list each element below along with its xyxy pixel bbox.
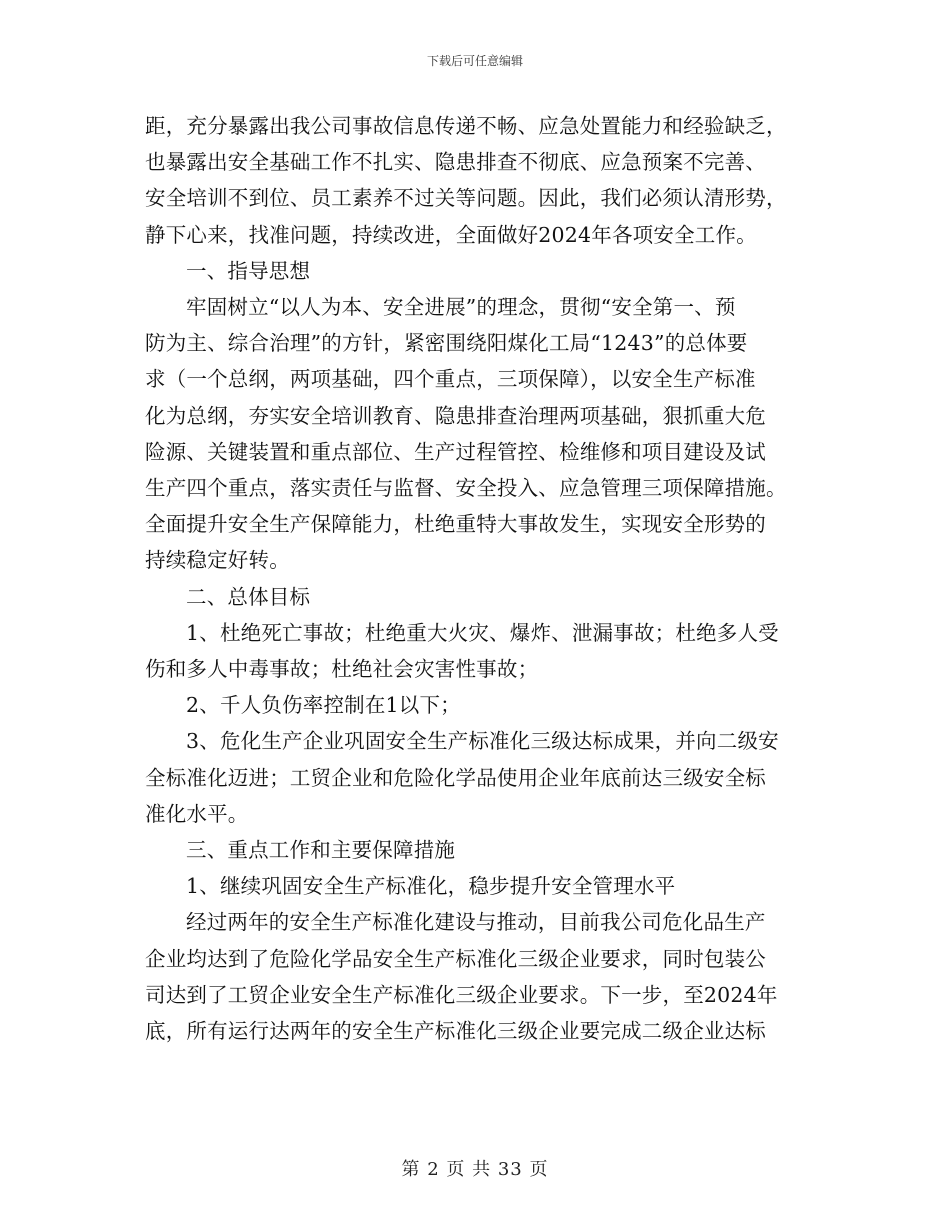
text-line: 一、指导思想: [186, 258, 311, 283]
page-header: 下载后可任意编辑: [426, 54, 523, 68]
text-line: 二、总体目标: [186, 584, 311, 609]
text-line: 防为主、综合治理”的方针，紧密围绕阳煤化工局“1243”的总体要: [145, 331, 748, 356]
paragraph: [145, 868, 807, 904]
text-line: 1、杜绝死亡事故；杜绝重大火灾、爆炸、泄漏事故；杜绝多人受: [186, 620, 779, 645]
text-line: 化为总纲，夯实安全培训教育、隐患排查治理两项基础，狠抓重大危: [145, 403, 766, 428]
paragraph: [145, 253, 807, 289]
document-body: [145, 108, 807, 1049]
paragraph: [145, 615, 807, 687]
paragraph: [145, 579, 807, 615]
text-line: 静下心来，找准问题，持续改进，全面做好2024年各项安全工作。: [145, 222, 757, 247]
text-line: 1、继续巩固安全生产标准化，稳步提升安全管理水平: [186, 874, 676, 899]
text-line: 全标准化迈进；工贸企业和危险化学品使用企业年底前达三级安全标: [145, 765, 766, 790]
text-line: 持续稳定好转。: [145, 548, 290, 573]
page-footer: 第 2 页 共 33 页: [401, 1159, 549, 1180]
paragraph: [145, 289, 807, 579]
text-line: 也暴露出安全基础工作不扎实、隐患排查不彻底、应急预案不完善、: [145, 150, 766, 175]
text-line: 险源、关键装置和重点部位、生产过程管控、检维修和项目建设及试: [145, 439, 766, 464]
text-line: 安全培训不到位、员工素养不过关等问题。因此，我们必须认清形势，: [145, 186, 787, 211]
text-line: 牢固树立“以人为本、安全进展”的理念，贯彻“安全第一、预: [186, 295, 736, 320]
text-line: 底，所有运行达两年的安全生产标准化三级企业要完成二级企业达标: [145, 1019, 766, 1044]
text-line: 生产四个重点，落实责任与监督、安全投入、应急管理三项保障措施。: [145, 476, 787, 501]
text-line: 伤和多人中毒事故；杜绝社会灾害性事故；: [145, 657, 539, 682]
text-line: 准化水平。: [145, 801, 249, 826]
text-line: 司达到了工贸企业安全生产标准化三级企业要求。下一步，至2024年: [145, 982, 778, 1007]
text-line: 全面提升安全生产保障能力，杜绝重特大事故发生，实现安全形势的: [145, 512, 766, 537]
paragraph: [145, 687, 807, 723]
text-line: 距，充分暴露出我公司事故信息传递不畅、应急处置能力和经验缺乏，: [145, 114, 787, 138]
text-line: 经过两年的安全生产标准化建设与推动，目前我公司危化品生产: [186, 910, 766, 935]
text-line: 2、千人负伤率控制在1以下；: [186, 693, 461, 718]
paragraph: [145, 108, 807, 253]
text-line: 3、危化生产企业巩固安全生产标准化三级达标成果，并向二级安: [186, 729, 779, 754]
text-line: 企业均达到了危险化学品安全生产标准化三级企业要求，同时包装公: [145, 946, 766, 971]
text-line: 三、重点工作和主要保障措施: [186, 838, 456, 863]
text-line: 求（一个总纲，两项基础，四个重点，三项保障），以安全生产标准: [145, 367, 756, 392]
paragraph: [145, 832, 807, 868]
paragraph: [145, 723, 807, 832]
paragraph: [145, 904, 807, 1049]
